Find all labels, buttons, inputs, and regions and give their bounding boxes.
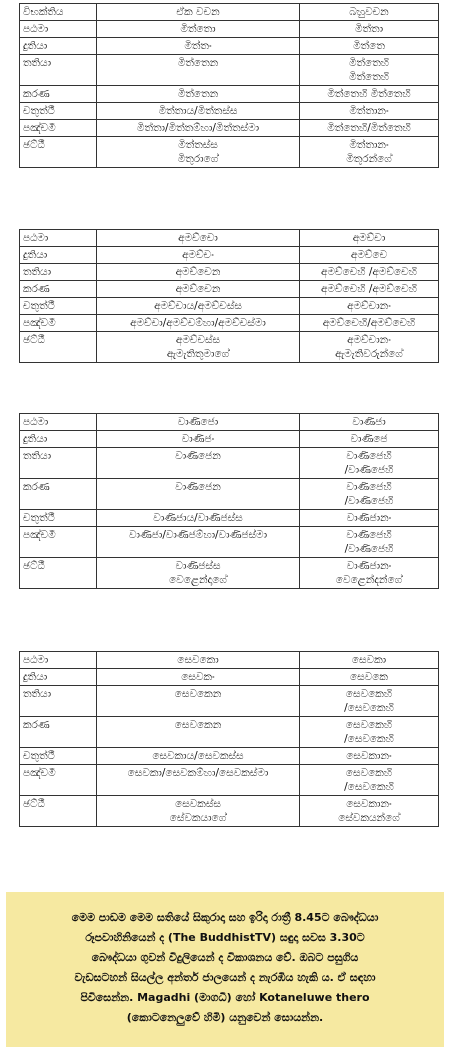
plural-form-cell bbox=[300, 4, 439, 21]
singular-form-line: අමච්චා/අමච්චම්හා/අමච්චස්මා bbox=[130, 317, 266, 329]
plural-form-cell bbox=[300, 765, 439, 796]
singular-form-line: සෙවකො bbox=[177, 654, 219, 666]
plural-form-cell bbox=[300, 686, 439, 717]
singular-form-cell bbox=[97, 247, 300, 264]
plural-form-cell bbox=[300, 21, 439, 38]
singular-form-cell bbox=[97, 298, 300, 315]
singular-form-line: අමච්චස්ස bbox=[175, 334, 221, 346]
plural-form-line: වාණිජෙහි bbox=[346, 481, 392, 493]
plural-form-cell bbox=[300, 120, 439, 137]
plural-form-line: සේවකයන්ගේ bbox=[338, 812, 400, 824]
plural-form-cell bbox=[300, 448, 439, 479]
case-name-cell: පඤ්චමී bbox=[20, 120, 97, 137]
plural-form-line: සෙවකෙහි bbox=[345, 719, 393, 731]
note-line: බෞද්ධයා ගුවන් විදුලියෙන් ද විකාශනය වේ. ඔබට පසුගිය bbox=[91, 951, 359, 964]
singular-form-line: සෙවකාය/සෙවකස්ස bbox=[152, 750, 244, 762]
plural-form-cell bbox=[300, 137, 439, 168]
case-name-cell: ඡට්ඨී bbox=[20, 796, 97, 827]
singular-form-line: වාණිජො bbox=[177, 416, 219, 428]
singular-form-cell bbox=[97, 38, 300, 55]
singular-form-cell bbox=[97, 652, 300, 669]
plural-form-line: සෙවකෙහි bbox=[345, 767, 393, 779]
singular-form-line: අමච්චෙන bbox=[175, 266, 221, 278]
plural-form-line: සෙවකා bbox=[351, 654, 387, 666]
table-row bbox=[20, 748, 439, 765]
case-name-cell: තතියා bbox=[20, 264, 97, 281]
table-row bbox=[20, 247, 439, 264]
plural-form-line: /වාණිජෙහි bbox=[344, 464, 394, 476]
singular-form-line: වෙළෙන්දාගේ bbox=[169, 574, 227, 586]
table-row bbox=[20, 332, 439, 363]
singular-form-cell bbox=[97, 414, 300, 431]
singular-form-cell bbox=[97, 230, 300, 247]
case-name-cell: චතුත්ථී bbox=[20, 298, 97, 315]
plural-form-line: සෙවකානං bbox=[346, 750, 392, 762]
singular-form-line: සෙවකෙන bbox=[174, 688, 222, 700]
plural-form-line: අමච්චානං bbox=[347, 300, 391, 312]
note-line: රූපවාහිනියෙන් ද (The BuddhistTV) සඳුදා සවස 3.30ට bbox=[85, 931, 365, 944]
plural-form-line: අමච්චා bbox=[352, 232, 386, 244]
table-row bbox=[20, 448, 439, 479]
plural-form-cell bbox=[300, 264, 439, 281]
singular-form-line: වාණිජෙන bbox=[175, 481, 221, 493]
singular-form-line: මිත්තා/මිත්තම්හා/මිත්තස්මා bbox=[136, 122, 260, 134]
plural-form-cell bbox=[300, 510, 439, 527]
case-name-cell: කරණ bbox=[20, 86, 97, 103]
plural-form-cell bbox=[300, 86, 439, 103]
table-row bbox=[20, 264, 439, 281]
table-row bbox=[20, 281, 439, 298]
plural-form-line: /වාණිජෙහි bbox=[344, 495, 394, 507]
singular-form-cell bbox=[97, 431, 300, 448]
plural-form-cell bbox=[300, 103, 439, 120]
singular-form-cell bbox=[97, 264, 300, 281]
singular-form-cell bbox=[97, 332, 300, 363]
plural-form-line: මිත්තෙහි bbox=[348, 71, 389, 83]
case-name-cell: චතුත්ථී bbox=[20, 748, 97, 765]
singular-form-cell bbox=[97, 765, 300, 796]
plural-form-cell bbox=[300, 558, 439, 589]
table-row bbox=[20, 796, 439, 827]
singular-form-line: වාණිජාය/වාණිජස්ස bbox=[153, 512, 243, 524]
table-row bbox=[20, 120, 439, 137]
case-name-cell: කරණ bbox=[20, 717, 97, 748]
singular-form-line: වාණිජස්ස bbox=[175, 560, 221, 572]
plural-form-cell bbox=[300, 38, 439, 55]
table-row bbox=[20, 652, 439, 669]
case-name-cell: දුතියා bbox=[20, 669, 97, 686]
case-name-cell: ඡට්ඨී bbox=[20, 558, 97, 589]
singular-form-cell bbox=[97, 4, 300, 21]
singular-form-line: වාණිජං bbox=[181, 433, 215, 445]
case-name-cell: දුතියා bbox=[20, 247, 97, 264]
case-name-cell: පඤ්චමී bbox=[20, 315, 97, 332]
table-row bbox=[20, 21, 439, 38]
singular-form-line: ඒක වචන bbox=[176, 6, 220, 18]
singular-form-cell bbox=[97, 510, 300, 527]
singular-form-cell bbox=[97, 86, 300, 103]
plural-form-cell bbox=[300, 247, 439, 264]
table-row bbox=[20, 479, 439, 510]
singular-form-line: මිත්තෙන bbox=[177, 57, 219, 69]
case-name-cell: පඤ්චමී bbox=[20, 765, 97, 796]
singular-form-cell bbox=[97, 669, 300, 686]
table-row bbox=[20, 298, 439, 315]
singular-form-cell bbox=[97, 281, 300, 298]
plural-form-cell bbox=[300, 717, 439, 748]
table-row bbox=[20, 765, 439, 796]
singular-form-cell bbox=[97, 21, 300, 38]
table-row bbox=[20, 431, 439, 448]
plural-form-line: අමච්චෙහි/අමච්චෙහි bbox=[322, 317, 416, 329]
plural-form-line: මිත්තානං bbox=[349, 105, 389, 117]
singular-form-cell bbox=[97, 103, 300, 120]
case-name-cell: කරණ bbox=[20, 479, 97, 510]
case-name-cell: දුතියා bbox=[20, 431, 97, 448]
singular-form-cell bbox=[97, 448, 300, 479]
singular-form-line: අමච්චෙන bbox=[175, 283, 221, 295]
table-row bbox=[20, 315, 439, 332]
plural-form-line: අමච්චෙහි /අමච්චෙහි bbox=[321, 283, 417, 295]
singular-form-cell bbox=[97, 315, 300, 332]
plural-form-line: ඇමැතිවරුන්ගේ bbox=[335, 348, 403, 360]
note-line: මෙම පාඩම මෙම සතියේ සිකුරාදා සහ ඉරිදා රාත්‍රී 8.45ට බෞද්ධයා bbox=[71, 911, 379, 924]
declension-table-amacca bbox=[19, 229, 439, 363]
singular-form-cell bbox=[97, 55, 300, 86]
singular-form-line: අමච්චාය/අමච්චස්ස bbox=[154, 300, 242, 312]
singular-form-line: සෙවකං bbox=[181, 671, 215, 683]
plural-form-line: සෙවකානං bbox=[346, 798, 392, 810]
singular-form-line: වාණිජෙන bbox=[175, 450, 221, 462]
singular-form-line: සෙවකස්ස bbox=[175, 798, 221, 810]
plural-form-line: වාණිජා bbox=[352, 416, 386, 428]
table-row bbox=[20, 669, 439, 686]
plural-form-cell bbox=[300, 652, 439, 669]
plural-form-line: මිත්තෙ bbox=[353, 40, 385, 52]
table-row bbox=[20, 510, 439, 527]
plural-form-line: මිත්තානං bbox=[349, 139, 389, 151]
plural-form-line: වාණිජානං bbox=[346, 512, 392, 524]
plural-form-cell bbox=[300, 479, 439, 510]
plural-form-line: /වාණිජෙහි bbox=[344, 543, 394, 555]
plural-form-line: /සෙවකෙහි bbox=[344, 733, 394, 745]
table-row bbox=[20, 527, 439, 558]
declension-table-vanija bbox=[19, 413, 439, 589]
case-name-cell: පඨමා bbox=[20, 414, 97, 431]
plural-form-cell bbox=[300, 230, 439, 247]
table-row bbox=[20, 686, 439, 717]
plural-form-cell bbox=[300, 298, 439, 315]
singular-form-line: සෙවකා/සෙවකම්හා/සෙවකස්මා bbox=[127, 767, 269, 779]
declension-table-mitta bbox=[19, 3, 439, 168]
table-row bbox=[20, 38, 439, 55]
plural-form-line: වාණිජෙහි bbox=[346, 529, 392, 541]
case-name-cell: කරණ bbox=[20, 281, 97, 298]
table-row bbox=[20, 558, 439, 589]
case-name-cell: විභක්තිය bbox=[20, 4, 97, 21]
table-row bbox=[20, 103, 439, 120]
case-name-cell: පඨමා bbox=[20, 230, 97, 247]
case-name-cell: තතියා bbox=[20, 448, 97, 479]
singular-form-cell bbox=[97, 558, 300, 589]
singular-form-cell bbox=[97, 686, 300, 717]
singular-form-cell bbox=[97, 527, 300, 558]
plural-form-line: /සෙවකෙහි bbox=[344, 781, 394, 793]
plural-form-line: මිත්තෙහි bbox=[348, 57, 389, 69]
singular-form-cell bbox=[97, 479, 300, 510]
plural-form-line: මිතුරන්ගේ bbox=[346, 153, 392, 165]
singular-form-cell bbox=[97, 796, 300, 827]
plural-form-line: මිත්තෙහි/මිත්තෙහි bbox=[327, 122, 411, 134]
singular-form-line: මිතුරාගේ bbox=[177, 153, 219, 165]
plural-form-line: අමච්චානං bbox=[347, 334, 391, 346]
plural-form-line: සෙවකෙ bbox=[350, 671, 388, 683]
table-row bbox=[20, 86, 439, 103]
case-name-cell: ඡට්ඨී bbox=[20, 137, 97, 168]
plural-form-line: වෙළෙන්දන්ගේ bbox=[335, 574, 403, 586]
singular-form-cell bbox=[97, 717, 300, 748]
table-row bbox=[20, 717, 439, 748]
singular-form-line: වාණිජා/වාණිජම්හා/වාණිජස්මා bbox=[128, 529, 268, 541]
plural-form-line: බහුවචන bbox=[349, 6, 389, 18]
plural-form-line: අමච්චෙ bbox=[350, 249, 388, 261]
table-row bbox=[20, 55, 439, 86]
plural-form-line: මිත්තා bbox=[354, 23, 384, 35]
plural-form-cell bbox=[300, 414, 439, 431]
plural-form-line: සෙවකෙහි bbox=[345, 688, 393, 700]
singular-form-line: මිත්තෙන bbox=[177, 88, 219, 100]
plural-form-cell bbox=[300, 669, 439, 686]
singular-form-line: මිත්තො bbox=[180, 23, 216, 35]
singular-form-line: මිත්තං bbox=[184, 40, 212, 52]
case-name-cell: තතියා bbox=[20, 55, 97, 86]
plural-form-cell bbox=[300, 281, 439, 298]
broadcast-note bbox=[6, 892, 444, 1047]
singular-form-line: සෙවකෙන bbox=[174, 719, 222, 731]
case-name-cell: ඡට්ඨී bbox=[20, 332, 97, 363]
case-name-cell: චතුත්ථී bbox=[20, 103, 97, 120]
case-name-cell: චතුත්ථී bbox=[20, 510, 97, 527]
table-row bbox=[20, 4, 439, 21]
case-name-cell: පඤ්චමී bbox=[20, 527, 97, 558]
singular-form-line: මිත්තාය/මිත්තස්ස bbox=[158, 105, 238, 117]
plural-form-cell bbox=[300, 332, 439, 363]
plural-form-cell bbox=[300, 748, 439, 765]
table-row bbox=[20, 414, 439, 431]
singular-form-line: අමච්චො bbox=[178, 232, 218, 244]
singular-form-cell bbox=[97, 137, 300, 168]
case-name-cell: තතියා bbox=[20, 686, 97, 717]
case-name-cell: පඨමා bbox=[20, 21, 97, 38]
singular-form-line: සේවකයාගේ bbox=[169, 812, 227, 824]
table-row bbox=[20, 137, 439, 168]
plural-form-cell bbox=[300, 527, 439, 558]
declension-table-sevaka bbox=[19, 651, 439, 827]
singular-form-cell bbox=[97, 748, 300, 765]
table-row bbox=[20, 230, 439, 247]
plural-form-cell bbox=[300, 796, 439, 827]
plural-form-line: වාණිජෙහි bbox=[346, 450, 392, 462]
plural-form-cell bbox=[300, 315, 439, 332]
case-name-cell: දුතියා bbox=[20, 38, 97, 55]
plural-form-line: මිත්තෙහි මිත්තෙහි bbox=[327, 88, 411, 100]
plural-form-line: /සෙවකෙහි bbox=[344, 702, 394, 714]
note-line: පිවිසෙන්න. Magadhi (මාගධී) හෝ Kotaneluwe thero bbox=[80, 991, 370, 1004]
note-line: වැඩසටහන් සියල්ල අන්තර් ජාලයෙන් ද නැරඹිය හැකි ය. ඒ සඳහා bbox=[74, 971, 376, 984]
plural-form-line: අමච්චෙහි /අමච්චෙහි bbox=[321, 266, 417, 278]
singular-form-line: අමච්චං bbox=[182, 249, 214, 261]
plural-form-cell bbox=[300, 431, 439, 448]
note-line: (කොටනෙලුවේ හිමි) යනුවෙන් සොයන්න. bbox=[126, 1011, 324, 1024]
plural-form-line: වාණිජෙ bbox=[350, 433, 388, 445]
plural-form-line: වාණිජානං bbox=[346, 560, 392, 572]
case-name-cell: පඨමා bbox=[20, 652, 97, 669]
singular-form-line: ඇමැතිතුමාගේ bbox=[166, 348, 230, 360]
singular-form-cell bbox=[97, 120, 300, 137]
plural-form-cell bbox=[300, 55, 439, 86]
singular-form-line: මිත්තස්ස bbox=[178, 139, 218, 151]
